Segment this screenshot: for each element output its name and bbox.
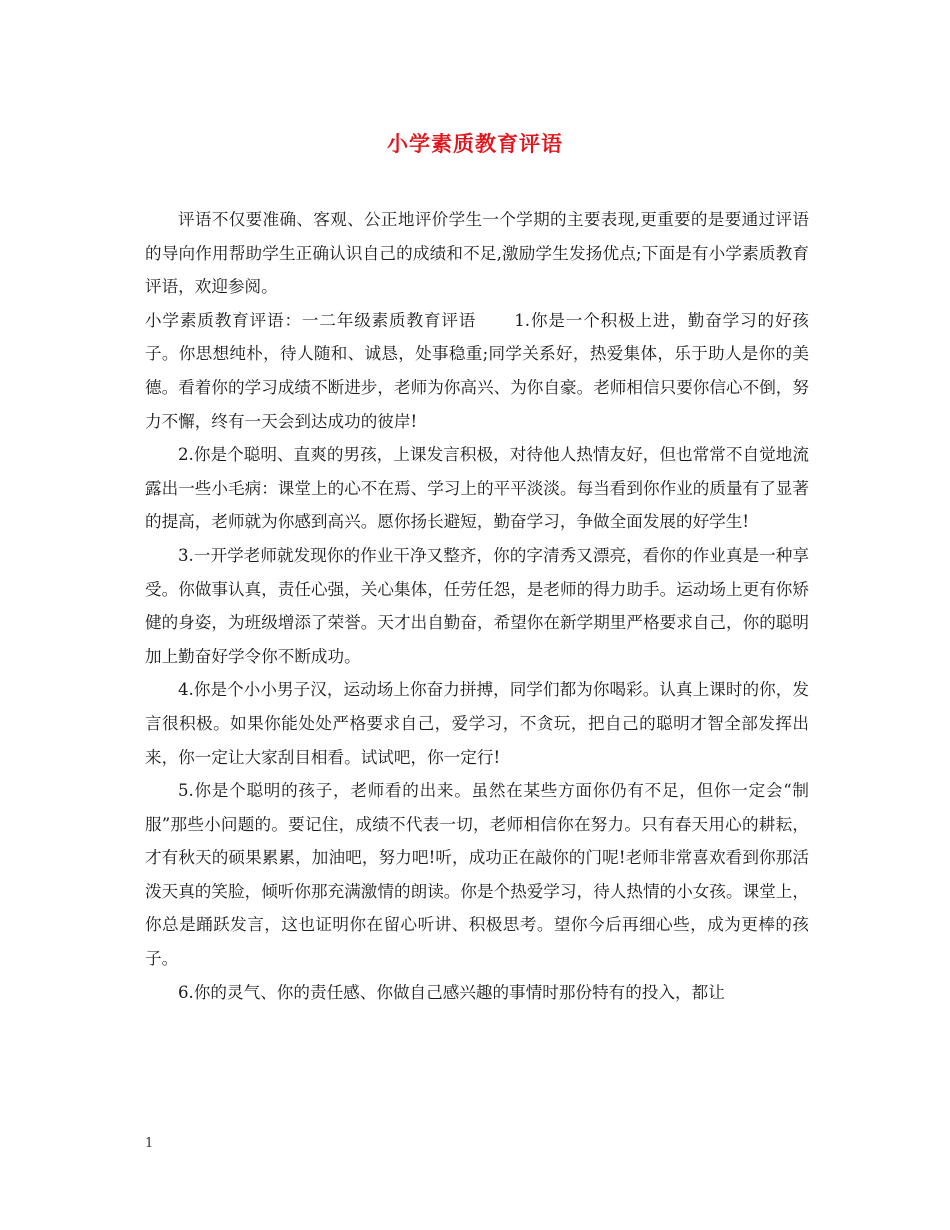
document-body: [145, 203, 809, 1009]
first-comment-paragraph: [145, 304, 809, 438]
comment-2: 2.你是个聪明、直爽的男孩，上课发言积极，对待他人热情友好，但也常常不自觉地流露出一些小毛病：课堂上的心不在焉、学习上的平平淡淡。每当看到你作业的质量有了显著的提高，老师就为你感到高兴。愿你扬长避短，勤奋学习，争做全面发展的好学生!: [145, 445, 809, 532]
comment-5: 5.你是个聪明的孩子，老师看的出来。虽然在某些方面你仍有不足，但你一定会“制服”那些小问题的。要记住，成绩不代表一切，老师相信你在努力。只有春天用心的耕耘，才有秋天的硕果累累，加油吧，努力吧!听，成功正在敲你的门呢!老师非常喜欢看到你那活泼天真的笑脸，倾听你那充满激情的朗读。你是个热爱学习，待人热情的小女孩。课堂上，你总是踊跃发言，这也证明你在留心听讲、积极思考。望你今后再细心些，成为更棒的孩子。: [145, 781, 809, 969]
comment-3: 3.一开学老师就发现你的作业干净又整齐，你的字清秀又漂亮，看你的作业真是一种享受。你做事认真，责任心强，关心集体，任劳任怨，是老师的得力助手。运动场上更有你矫健的身姿，为班级增添了荣誉。天才出自勤奋，希望你在新学期里严格要求自己，你的聪明加上勤奋好学令你不断成功。: [145, 545, 809, 666]
comment-1: 1.你是一个积极上进，勤奋学习的好孩子。你思想纯朴，待人随和、诚恳，处事稳重;同学关系好，热爱集体，乐于助人是你的美德。看着你的学习成绩不断进步，老师为你高兴、为你自豪。老师相信只要你信心不倒，努力不懈，终有一天会到达成功的彼岸!: [145, 310, 809, 431]
document-title: 小学素质教育评语: [387, 132, 563, 156]
comment-6: 6.你的灵气、你的责任感、你做自己感兴趣的事情时那份特有的投入，都让: [178, 982, 725, 1002]
intro-paragraph: 评语不仅要准确、客观、公正地评价学生一个学期的主要表现,更重要的是要通过评语的导向作用帮助学生正确认识自己的成绩和不足,激励学生发扬优点;下面是有小学素质教育评语，欢迎参阅。: [145, 210, 809, 297]
page-number: 1: [145, 1136, 154, 1151]
section-heading: 小学素质教育评语：一二年级素质教育评语: [145, 310, 477, 330]
comment-4: 4.你是个小小男子汉，运动场上你奋力拼搏，同学们都为你喝彩。认真上课时的你，发言很积极。如果你能处处严格要求自己，爱学习，不贪玩，把自己的聪明才智全部发挥出来，你一定让大家刮目相看。试试吧，你一定行!: [145, 680, 809, 767]
